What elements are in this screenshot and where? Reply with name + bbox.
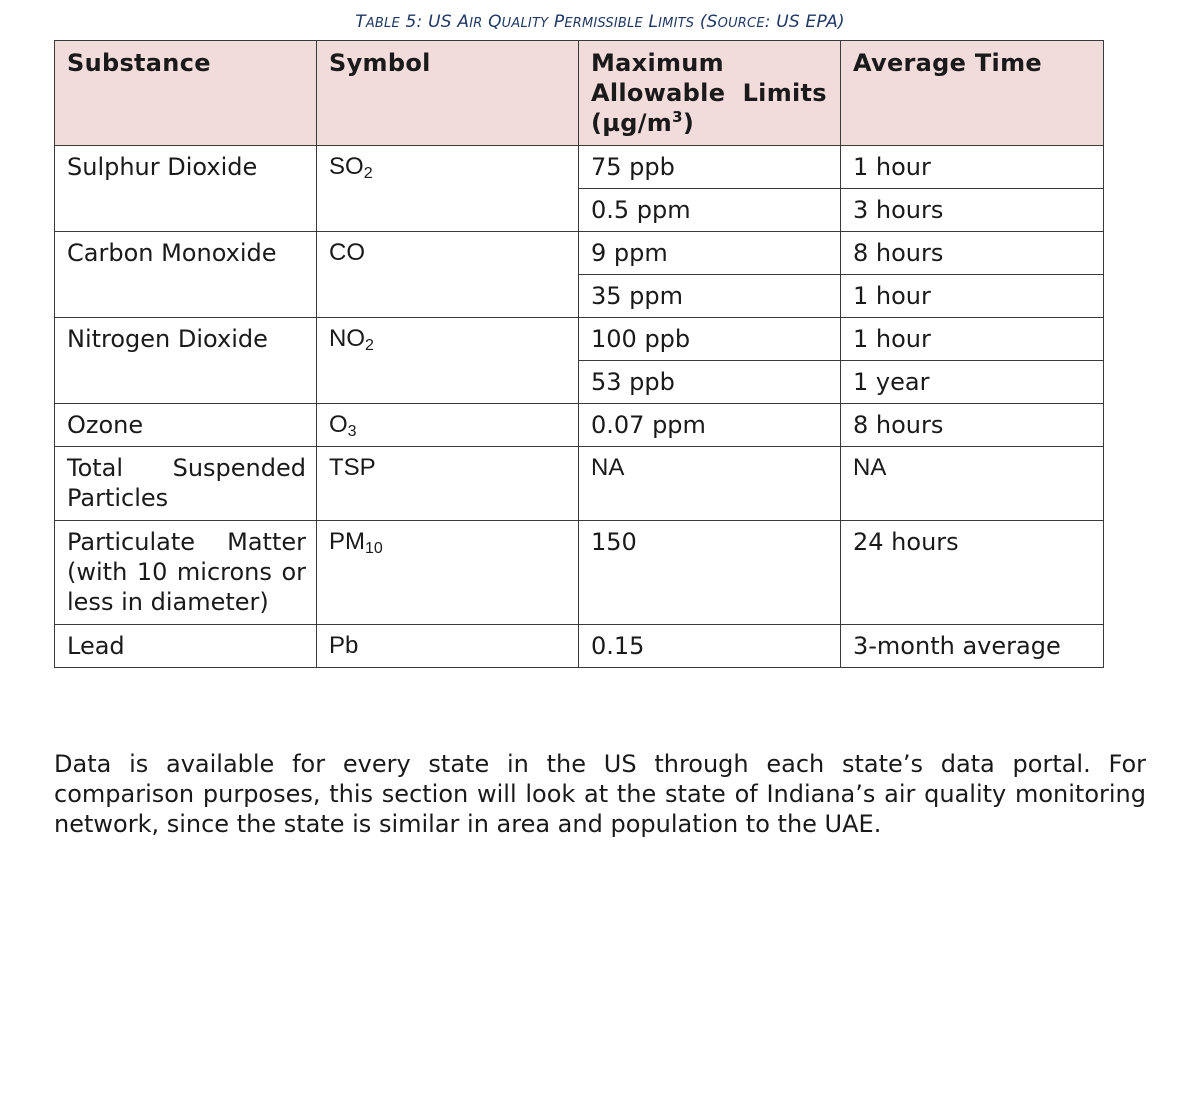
symbol-main: O bbox=[329, 411, 348, 438]
table-row bbox=[55, 318, 1104, 361]
air-quality-limits-table bbox=[54, 40, 1104, 668]
cell-substance-tsp: Total Suspended Particles bbox=[55, 447, 317, 521]
header-max-unit-prefix: (µg/m bbox=[591, 109, 673, 137]
table-row bbox=[55, 521, 1104, 625]
symbol-sub: 2 bbox=[363, 165, 373, 182]
cell-time-no2-1: 1 hour bbox=[841, 318, 1104, 361]
header-max-line2: Allowable Limits bbox=[591, 79, 827, 107]
header-average-time: Average Time bbox=[841, 41, 1104, 146]
caption-source-name: US EPA) bbox=[776, 12, 845, 32]
symbol-main: PM bbox=[329, 528, 365, 555]
cell-substance-pm10: Particulate Matter (with 10 microns or less in diameter) bbox=[55, 521, 317, 625]
cell-time-pb: 3-month average bbox=[841, 625, 1104, 668]
symbol-main: CO bbox=[329, 239, 365, 266]
header-substance: Substance bbox=[55, 41, 317, 146]
header-max-unit-sup: 3 bbox=[672, 108, 683, 126]
cell-time-no2-2: 1 year bbox=[841, 361, 1104, 404]
cell-symbol-so2 bbox=[317, 146, 579, 232]
cell-limit-no2-1: 100 ppb bbox=[579, 318, 841, 361]
cell-limit-so2-1: 75 ppb bbox=[579, 146, 841, 189]
caption-permissible: PERMISSIBLE bbox=[553, 12, 643, 32]
cell-symbol-no2 bbox=[317, 318, 579, 404]
cell-time-so2-2: 3 hours bbox=[841, 189, 1104, 232]
cell-limit-co-2: 35 ppm bbox=[579, 275, 841, 318]
symbol-main: Pb bbox=[329, 632, 359, 659]
header-row bbox=[55, 41, 1104, 146]
cell-time-so2-1: 1 hour bbox=[841, 146, 1104, 189]
cell-symbol-pm10 bbox=[317, 521, 579, 625]
cell-time-co-1: 8 hours bbox=[841, 232, 1104, 275]
symbol-main: SO bbox=[329, 153, 364, 180]
symbol-sub: 3 bbox=[347, 423, 357, 440]
cell-time-o3: 8 hours bbox=[841, 404, 1104, 447]
symbol-sub: 2 bbox=[365, 337, 374, 354]
cell-substance-no2: Nitrogen Dioxide bbox=[55, 318, 317, 404]
cell-limit-pm10: 150 bbox=[579, 521, 841, 625]
table-row bbox=[55, 232, 1104, 275]
caption-us: US bbox=[428, 12, 452, 32]
table-row bbox=[55, 146, 1104, 189]
table-row bbox=[55, 447, 1104, 521]
header-symbol: Symbol bbox=[317, 41, 579, 146]
header-max-limits bbox=[579, 41, 841, 146]
cell-limit-pb: 0.15 bbox=[579, 625, 841, 668]
caption-quality: QUALITY bbox=[488, 12, 549, 32]
cell-limit-no2-2: 53 ppb bbox=[579, 361, 841, 404]
symbol-sub: 10 bbox=[365, 540, 383, 557]
caption-number: 5: bbox=[405, 12, 423, 32]
cell-substance-o3: Ozone bbox=[55, 404, 317, 447]
cell-time-co-2: 1 hour bbox=[841, 275, 1104, 318]
header-max-unit bbox=[591, 108, 830, 138]
cell-substance-co: Carbon Monoxide bbox=[55, 232, 317, 318]
cell-time-pm10: 24 hours bbox=[841, 521, 1104, 625]
cell-substance-pb: Lead bbox=[55, 625, 317, 668]
cell-limit-co-1: 9 ppm bbox=[579, 232, 841, 275]
cell-symbol-pb bbox=[317, 625, 579, 668]
body-paragraph: Data is available for every state in the US through each state’s data portal. For comparison purposes, this section will look at the state of Indiana’s air quality monitoring network, since the state is similar in area and population to the UAE. bbox=[54, 750, 1146, 838]
cell-symbol-co bbox=[317, 232, 579, 318]
cell-symbol-tsp bbox=[317, 447, 579, 521]
cell-limit-so2-2: 0.5 ppm bbox=[579, 189, 841, 232]
caption-limits: LIMITS bbox=[648, 12, 695, 32]
caption-source: (SOURCE: bbox=[699, 12, 771, 32]
cell-limit-tsp: NA bbox=[579, 447, 841, 521]
table-caption bbox=[0, 12, 1200, 32]
symbol-main: NO bbox=[329, 325, 365, 352]
cell-time-tsp: NA bbox=[841, 447, 1104, 521]
table-row bbox=[55, 625, 1104, 668]
caption-table-word: TABLE bbox=[355, 12, 400, 32]
header-max-unit-suffix: ) bbox=[682, 109, 695, 137]
cell-symbol-o3 bbox=[317, 404, 579, 447]
cell-limit-o3: 0.07 ppm bbox=[579, 404, 841, 447]
symbol-main: TSP bbox=[329, 454, 376, 481]
header-max-line1: Maximum bbox=[591, 49, 724, 77]
caption-air: AIR bbox=[457, 12, 483, 32]
cell-substance-so2: Sulphur Dioxide bbox=[55, 146, 317, 232]
table-row bbox=[55, 404, 1104, 447]
